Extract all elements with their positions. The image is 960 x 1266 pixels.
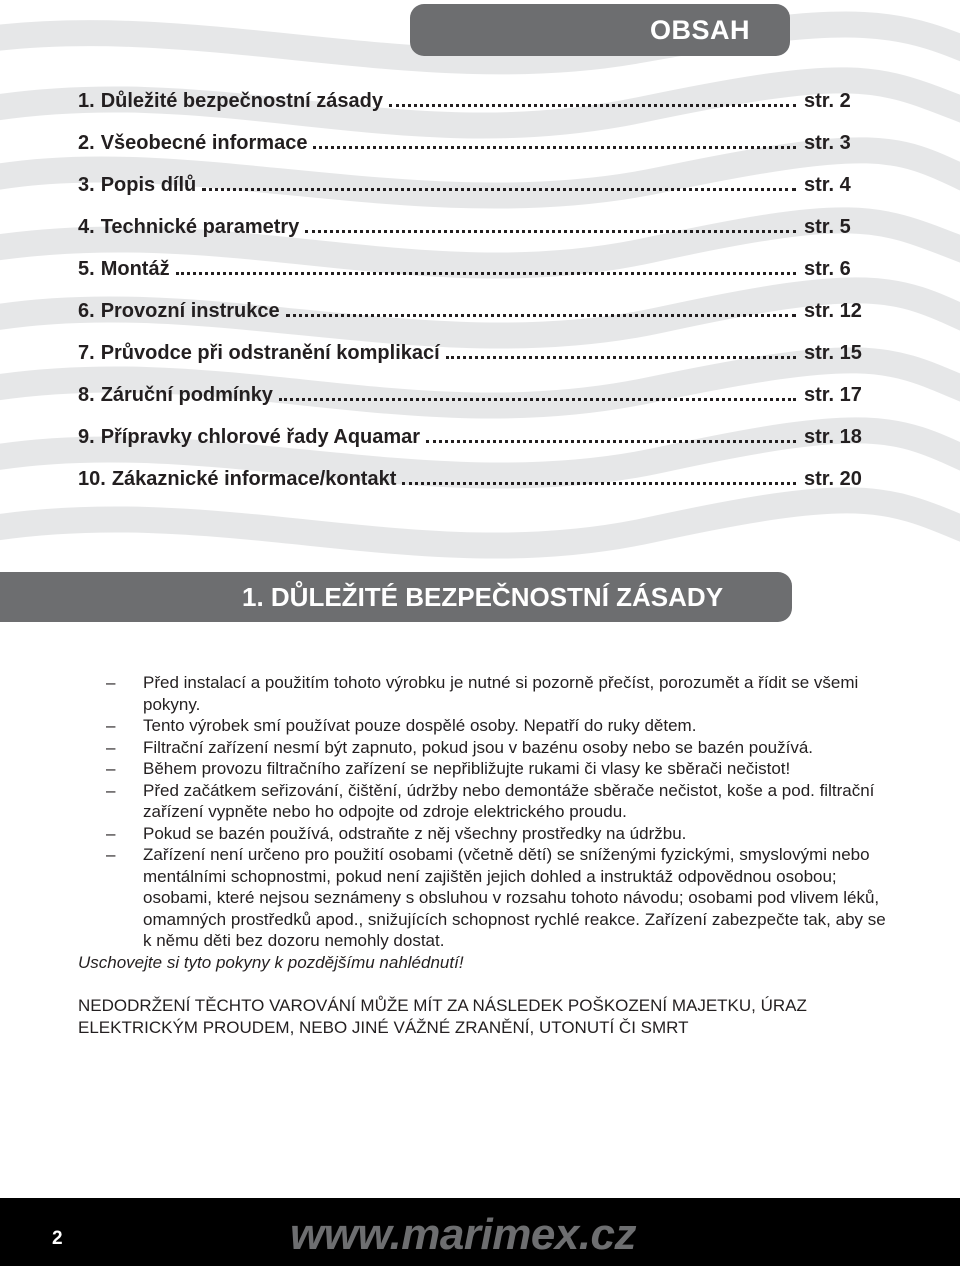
- page-number: 2: [52, 1228, 63, 1249]
- table-of-contents: [78, 90, 878, 510]
- bullet-dash: –: [106, 759, 116, 778]
- bullet-dash: –: [106, 780, 116, 800]
- bullet-dash: –: [106, 845, 116, 864]
- toc-entry-number: 5.: [78, 258, 95, 280]
- toc-entry[interactable]: [78, 216, 878, 258]
- section-heading-tab: [100, 572, 792, 622]
- bullet-text: Zařízení není určeno pro použití osobami (včetně dětí) se sníženými fyzickými, smyslovými nebo mentálními schopnostmi, pokud není zajištěn jejich dohled a instruktáž odpovědnou osobou; osobami, které nejsou seznámeny s obsluhou v rozsahu tohoto návodu; osobami pod vlivem léků, omamných prostředků apod., snižujících schopnost rychlé reakce. Zařízení zabezpečte tak, aby se k němu děti bez dozoru nemohly dostat.: [143, 845, 886, 950]
- toc-entry-page: str. 12: [804, 300, 862, 322]
- toc-entry-number: 10.: [78, 468, 106, 490]
- toc-leader-dots: [305, 230, 796, 233]
- toc-entry[interactable]: [78, 174, 878, 216]
- safety-bullet: [78, 844, 888, 952]
- toc-entry-number: 6.: [78, 300, 95, 322]
- toc-leader-dots: [402, 482, 796, 485]
- bullet-text: Filtrační zařízení nesmí být zapnuto, pokud jsou v bazénu osoby nebo se bazén používá.: [143, 737, 814, 757]
- toc-entry-title: Záruční podmínky: [100, 384, 273, 406]
- toc-leader-dots: [313, 146, 796, 149]
- toc-entry-title: Všeobecné informace: [100, 132, 308, 154]
- bullet-text: Před začátkem seřizování, čištění, údržby nebo demontáže sběrače nečistot, koše a pod. filtrační zařízení vypněte nebo ho odpojte od zdroje elektrického proudu.: [143, 780, 875, 821]
- toc-entry[interactable]: [78, 426, 878, 468]
- toc-entry-title: Montáž: [100, 258, 170, 280]
- warning-text: NEDODRŽENÍ TĚCHTO VAROVÁNÍ MŮŽE MÍT ZA NÁSLEDEK POŠKOZENÍ MAJETKU, ÚRAZ ELEKTRICKÝM PROUDEM, NEBO JINÉ VÁŽNÉ ZRANĚNÍ, UTONUTÍ ČI SMRT: [78, 996, 807, 1037]
- toc-entry[interactable]: [78, 258, 878, 300]
- toc-leader-dots: [279, 398, 796, 401]
- toc-entry-page: str. 15: [804, 342, 862, 364]
- toc-entry[interactable]: [78, 342, 878, 384]
- toc-entry-page: str. 3: [804, 132, 851, 154]
- safety-bullet: [78, 715, 888, 737]
- toc-entry-page: str. 6: [804, 258, 851, 280]
- bullet-text: Tento výrobek smí používat pouze dospělé osoby. Nepatří do ruky dětem.: [143, 716, 697, 735]
- toc-entry[interactable]: [78, 90, 878, 132]
- toc-entry-title: Přípravky chlorové řady Aquamar: [100, 426, 421, 448]
- safety-bullet-list: [78, 672, 888, 952]
- toc-entry[interactable]: [78, 384, 878, 426]
- safety-bullet: [78, 737, 888, 759]
- toc-entry-title: Důležité bezpečnostní zásady: [100, 90, 383, 112]
- toc-entry-page: str. 20: [804, 468, 862, 490]
- toc-entry-page: str. 18: [804, 426, 862, 448]
- section-heading: 1. DŮLEŽITÉ BEZPEČNOSTNÍ ZÁSADY: [242, 582, 724, 612]
- toc-entry-title: Zákaznické informace/kontakt: [111, 468, 397, 490]
- toc-entry-page: str. 17: [804, 384, 862, 406]
- bullet-text: Během provozu filtračního zařízení se nepřibližujte rukami či vlasy ke sběrači nečistot!: [143, 759, 791, 778]
- toc-entry-title: Technické parametry: [100, 216, 300, 238]
- toc-entry-title: Provozní instrukce: [100, 300, 280, 322]
- toc-entry-number: 7.: [78, 342, 95, 364]
- toc-header-label: OBSAH: [649, 15, 750, 45]
- toc-leader-dots: [176, 272, 796, 275]
- keep-instructions-note: Uschovejte si tyto pokyny k pozdějšímu nahlédnutí!: [78, 952, 464, 972]
- toc-leader-dots: [446, 356, 796, 359]
- safety-bullet: [78, 758, 888, 780]
- toc-leader-dots: [286, 314, 796, 317]
- safety-bullet: [78, 672, 888, 715]
- toc-entry-number: 8.: [78, 384, 95, 406]
- bullet-text: Před instalací a použitím tohoto výrobku je nutné si pozorně přečíst, porozumět a řídit se všemi pokyny.: [143, 673, 859, 714]
- toc-entry-number: 3.: [78, 174, 95, 196]
- bullet-dash: –: [106, 673, 116, 692]
- toc-entry-title: Popis dílů: [100, 174, 197, 196]
- toc-leader-dots: [389, 104, 796, 107]
- toc-entry[interactable]: [78, 300, 878, 342]
- bullet-dash: –: [106, 716, 116, 735]
- toc-entry[interactable]: [78, 132, 878, 174]
- safety-rules: [78, 672, 888, 1038]
- toc-entry-number: 1.: [78, 90, 95, 112]
- toc-header-tab: [610, 4, 790, 56]
- toc-entry-number: 2.: [78, 132, 95, 154]
- website-link[interactable]: www.marimex.cz: [290, 1210, 636, 1259]
- toc-entry-number: 9.: [78, 426, 95, 448]
- page-footer: [0, 1198, 960, 1266]
- toc-entry[interactable]: [78, 468, 878, 510]
- bullet-text: Pokud se bazén používá, odstraňte z něj všechny prostředky na údržbu.: [143, 823, 687, 843]
- safety-bullet: [78, 823, 888, 845]
- toc-entry-title: Průvodce při odstranění komplikací: [100, 342, 440, 364]
- bullet-dash: –: [106, 737, 116, 757]
- toc-entry-page: str. 5: [804, 216, 851, 238]
- toc-leader-dots: [426, 440, 796, 443]
- toc-entry-page: str. 4: [804, 174, 851, 196]
- bullet-dash: –: [106, 823, 116, 843]
- toc-entry-number: 4.: [78, 216, 95, 238]
- safety-bullet: [78, 780, 888, 823]
- toc-leader-dots: [202, 188, 796, 191]
- toc-entry-page: str. 2: [804, 90, 851, 112]
